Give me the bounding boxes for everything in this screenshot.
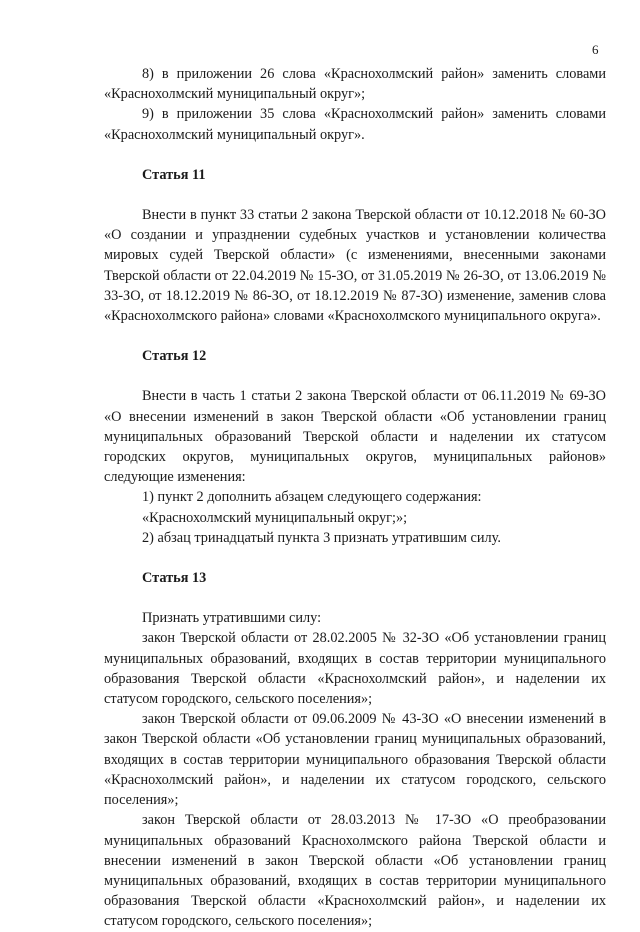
article-13-heading: Статья 13 [142, 570, 207, 587]
article-12-heading: Статья 12 [142, 348, 207, 365]
article-12-quote: «Краснохолмский муниципальный округ;»; [142, 509, 408, 526]
article-13-intro: Признать утратившими силу: [142, 610, 322, 627]
paragraph-item-9: 9) в приложении 35 слова «Краснохолмский район» заменить словами «Краснохолмский муниципальный округ». [104, 106, 606, 143]
article-13-law-2: закон Тверской области от 09.06.2009 № 43-ЗО «О внесении изменений в закон Тверской области «Об установлении границ муниципальных образований, входящих в состав территории муниципального образования Тверской области «Краснохолмский район», и наделении их статусом городского, сельского поселения»; [104, 711, 606, 809]
document-body [104, 64, 606, 932]
article-11-heading: Статья 11 [142, 166, 206, 183]
article-12-item-1: 1) пункт 2 дополнить абзацем следующего содержания: [142, 489, 482, 506]
page-number: 6 [592, 42, 599, 57]
paragraph-item-8: 8) в приложении 26 слова «Краснохолмский район» заменить словами «Краснохолмский муниципальный округ»; [104, 66, 606, 103]
article-12-item-2: 2) абзац тринадцатый пункта 3 признать утратившим силу. [142, 529, 501, 546]
article-13-law-1: закон Тверской области от 28.02.2005 № 32-ЗО «Об установлении границ муниципальных образований, входящих в состав территории муниципального образования Тверской области «Краснохолмский район», и наделении их статусом городского, сельского поселения»; [104, 630, 606, 708]
article-13-law-3: закон Тверской области от 28.03.2013 № 17-ЗО «О преобразовании муниципальных образований Краснохолмского района Тверской области и внесении изменений в закон Тверской области «Об установлении границ муниципальных образований, входящих в состав территории муниципального образования Тверской области «Краснохолмский район», и наделении их статусом городского, сельского поселения»; [104, 812, 606, 930]
article-12-intro: Внести в часть 1 статьи 2 закона Тверской области от 06.11.2019 № 69-ЗО «О внесении изменений в закон Тверской области «Об установлении границ муниципальных образований Тверской области и наделении их статусом городских округов, муниципальных округов, муниципальных районов» следующие изменения: [104, 388, 606, 486]
article-11-text: Внести в пункт 33 статьи 2 закона Тверской области от 10.12.2018 № 60-ЗО «О создании и упразднении судебных участков и установлении количества мировых судей Тверской области» (с изменениями, внесенными законами Тверской области от 22.04.2019 № 15-ЗО, от 31.05.2019 № 26-ЗО, от 13.06.2019 № 33-ЗО, от 18.12.2019 № 86-ЗО, от 18.12.2019 № 87-ЗО) изменение, заменив слова «Краснохолмского района» словами «Краснохолмского муниципального округа». [104, 207, 606, 325]
